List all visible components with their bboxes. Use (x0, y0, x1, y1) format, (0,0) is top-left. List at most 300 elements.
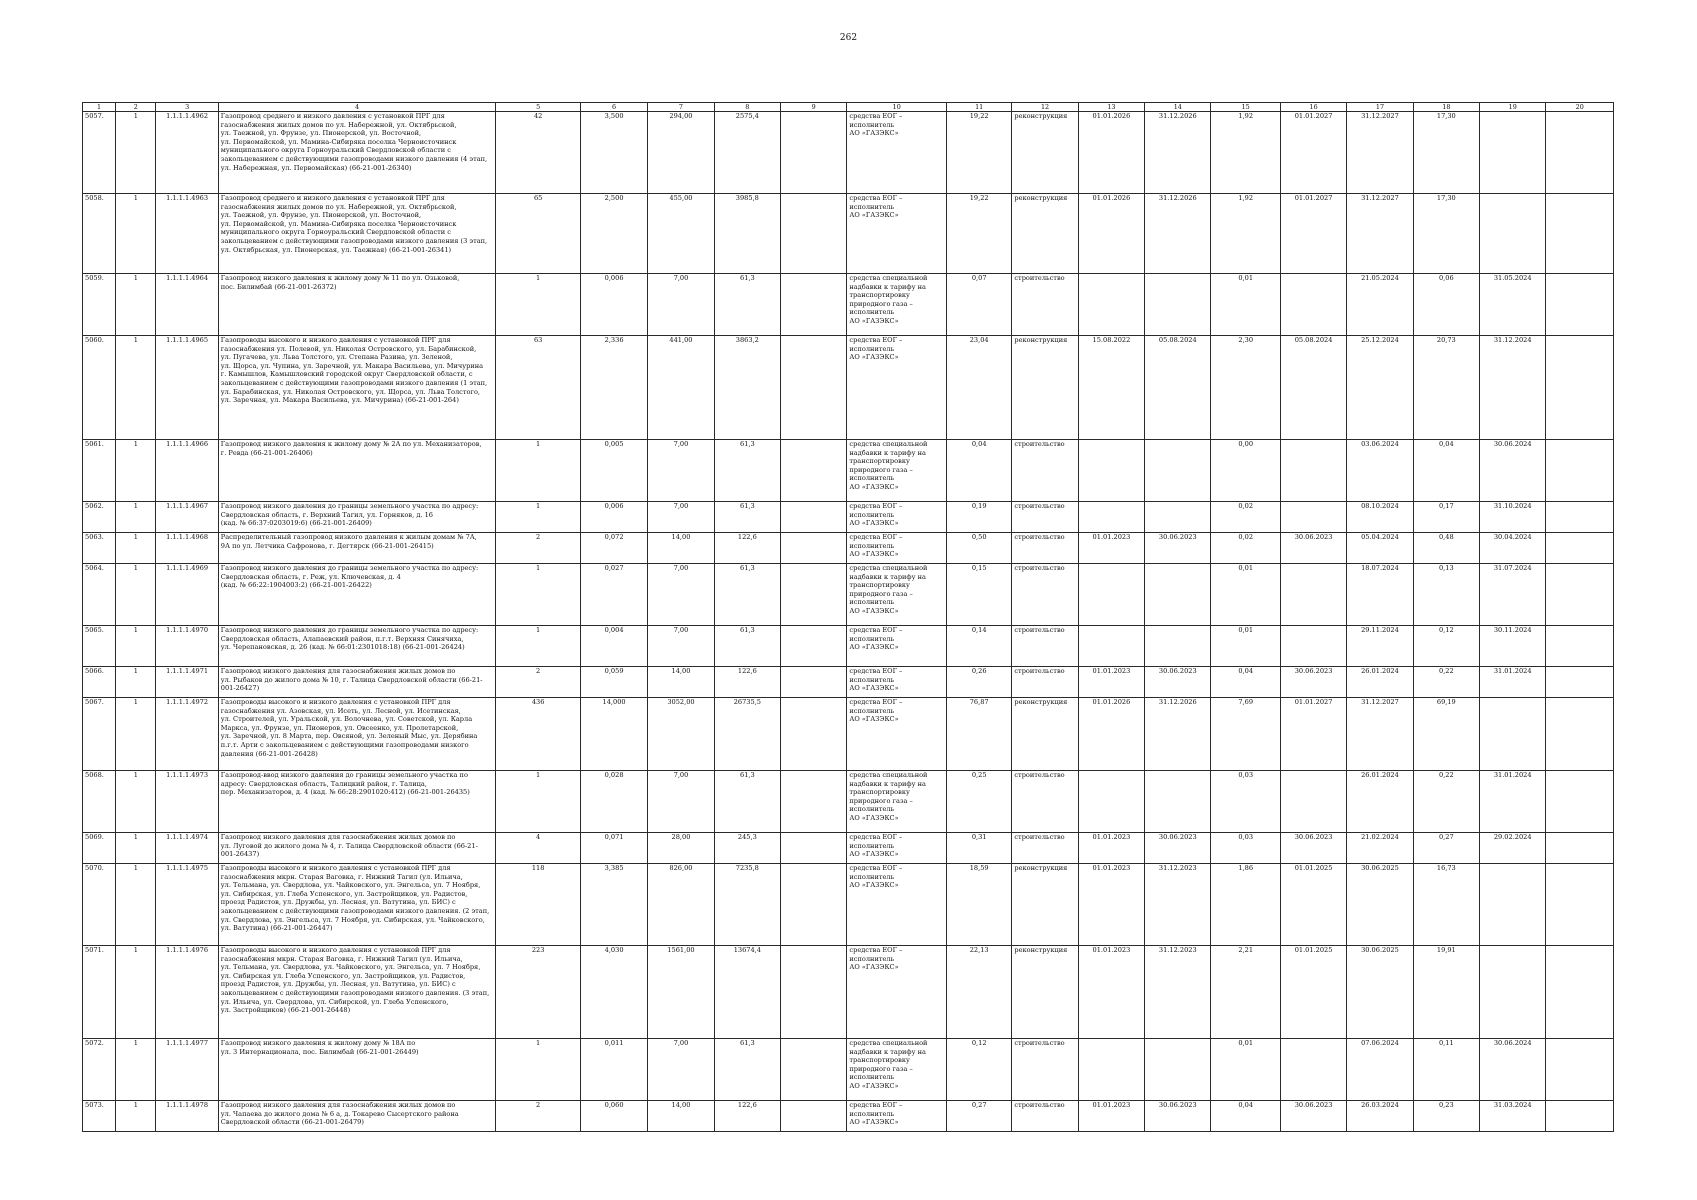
table-cell: 26.01.2024 (1347, 667, 1413, 698)
column-number: 14 (1145, 103, 1211, 112)
table-cell: 5068. (83, 771, 116, 833)
table-cell: 0,04 (946, 440, 1011, 502)
table-row (83, 1039, 1614, 1101)
table-cell: 1.1.1.1.4977 (156, 1039, 218, 1101)
table-cell: 7,69 (1211, 698, 1280, 771)
table-row (83, 194, 1614, 274)
table-cell: 26.03.2024 (1347, 1101, 1413, 1132)
table-cell: 3,500 (580, 112, 647, 194)
table-cell: 0,06 (1413, 274, 1479, 336)
table-cell (781, 1101, 847, 1132)
column-number: 2 (116, 103, 156, 112)
table-cell: 30.06.2023 (1280, 667, 1346, 698)
table-cell (1078, 1039, 1144, 1101)
table-cell (781, 864, 847, 946)
table-cell: Газопровод низкого давления к жилому дому № 2А по ул. Механизаторов, г. Ревда (66-21-001-26406) (218, 440, 496, 502)
table-cell: 1 (116, 946, 156, 1039)
table-cell: 1 (116, 626, 156, 667)
column-number: 15 (1211, 103, 1280, 112)
table-cell: Распределительный газопровод низкого давления к жилым домам № 7А, 9А по ул. Летчика Сафронова, г. Дегтярск (66-21-001-26415) (218, 533, 496, 564)
table-row (83, 771, 1614, 833)
table-row (83, 336, 1614, 440)
table-cell: Газопровод низкого давления до границы земельного участка по адресу: Свердловская область, г. Реж, ул. Ключевская, д. 4 (кад. № 66:22:1904003:2) (66-21-001-26422) (218, 564, 496, 626)
table-cell: 2,21 (1211, 946, 1280, 1039)
table-cell: 3052,00 (648, 698, 714, 771)
table-cell: 1.1.1.1.4968 (156, 533, 218, 564)
table-cell: 0,004 (580, 626, 647, 667)
table-cell: 76,87 (946, 698, 1011, 771)
table-cell: 61,3 (714, 440, 780, 502)
table-cell: 0,22 (1413, 667, 1479, 698)
table-cell: Газопровод-ввод низкого давления до границы земельного участка по адресу: Свердловская область, Талицкий район, г. Талица, пер. Механизаторов, д. 4 (кад. № 66:28:2901020:412) (66-21-001-26435) (218, 771, 496, 833)
column-number: 6 (580, 103, 647, 112)
table-cell: 01.01.2027 (1280, 698, 1346, 771)
table-cell: средства ЕОГ – исполнитель АО «ГАЗЭКС» (847, 626, 947, 667)
table-cell: 21.02.2024 (1347, 833, 1413, 864)
table-cell (781, 698, 847, 771)
table-cell: 14,000 (580, 698, 647, 771)
column-number: 12 (1012, 103, 1078, 112)
table-cell: 0,006 (580, 502, 647, 533)
table-cell: 31.07.2024 (1480, 564, 1546, 626)
table-cell: Газопроводы высокого и низкого давления с установкой ПРГ для газоснабжения мкрн. Старая Ваговка, г. Нижний Тагил (ул. Ильича, ул. Тельмана, ул. Свердлова, ул. Чайковского, ул. Энгельса, ул. 7 Ноября, ул. Сибирская ул. Глеба Успенского, ул. Застройщиков, ул. Радистов, проезд Радистов, ул. Дружбы, ул. Лесная, ул. Ватутина, ул. БИС) с закольцеванием с действующими газопроводами низкого давления. (3 этап, ул. Ильича, ул. Свердлова, ул. Сибирской, ул. Глеба Успенского, ул. Застройщиков) (66-21-001-26448) (218, 946, 496, 1039)
table-cell (1546, 274, 1614, 336)
table-row (83, 440, 1614, 502)
table-cell (1078, 502, 1144, 533)
table-cell: 31.12.2026 (1145, 698, 1211, 771)
table-cell: 28,00 (648, 833, 714, 864)
table-cell: 5073. (83, 1101, 116, 1132)
table-cell: 31.10.2024 (1480, 502, 1546, 533)
table-cell: 5069. (83, 833, 116, 864)
table-cell: Газопровод среднего и низкого давления с установкой ПРГ для газоснабжения жилых домов по ул. Набережной, ул. Октябрьской, ул. Таежной, ул. Фрунзе, ул. Пионерской, ул. Восточной, ул. Первомайской, ул. Мамина-Сибиряка поселка Черноисточинск муниципального округа Горноуральский Свердловской области с закольцеванием с действующими газопроводами низкого давления (3 этап, ул. Октябрьская, ул. Пионерская, ул. Таежная) (66-21-001-26341) (218, 194, 496, 274)
table-cell: 15.08.2022 (1078, 336, 1144, 440)
table-cell (1546, 864, 1614, 946)
table-cell: 31.01.2024 (1480, 667, 1546, 698)
table-cell (781, 336, 847, 440)
table-cell: строительство (1012, 1039, 1078, 1101)
table-cell: 1.1.1.1.4971 (156, 667, 218, 698)
table-cell: 05.04.2024 (1347, 533, 1413, 564)
table-cell: 1 (496, 564, 580, 626)
table-cell: 0,17 (1413, 502, 1479, 533)
table-cell: 22,13 (946, 946, 1011, 1039)
table-cell: средства специальной надбавки к тарифу на транспортировку природного газа – исполнитель АО «ГАЗЭКС» (847, 1039, 947, 1101)
table-cell: 31.12.2023 (1145, 864, 1211, 946)
table-cell: 436 (496, 698, 580, 771)
table-cell: 0,22 (1413, 771, 1479, 833)
table-cell (1546, 1101, 1614, 1132)
table-cell: 5072. (83, 1039, 116, 1101)
table-cell: 19,22 (946, 112, 1011, 194)
table-cell (1546, 194, 1614, 274)
table-cell: 122,6 (714, 533, 780, 564)
table-row (83, 564, 1614, 626)
table-cell: 118 (496, 864, 580, 946)
table-cell: 0,25 (946, 771, 1011, 833)
table-cell: 29.11.2024 (1347, 626, 1413, 667)
table-cell (781, 564, 847, 626)
table-cell (1280, 440, 1346, 502)
table-cell: 0,00 (1211, 440, 1280, 502)
table-cell: 31.12.2027 (1347, 112, 1413, 194)
table-row (83, 667, 1614, 698)
table-cell: 223 (496, 946, 580, 1039)
table-cell: 0,01 (1211, 564, 1280, 626)
table-cell (1145, 564, 1211, 626)
table-cell: 0,011 (580, 1039, 647, 1101)
table-cell: 01.01.2023 (1078, 533, 1144, 564)
table-cell: 1 (116, 274, 156, 336)
table-cell (1546, 502, 1614, 533)
table-cell: строительство (1012, 667, 1078, 698)
table-cell: 1 (116, 1101, 156, 1132)
table-cell: 5066. (83, 667, 116, 698)
table-row (83, 502, 1614, 533)
table-cell: 30.06.2025 (1347, 864, 1413, 946)
table-cell: 30.06.2023 (1145, 533, 1211, 564)
table-cell (1546, 564, 1614, 626)
table-cell: 1 (496, 626, 580, 667)
table-cell: 0,07 (946, 274, 1011, 336)
table-cell: 1 (496, 440, 580, 502)
table-cell: 01.01.2023 (1078, 946, 1144, 1039)
table-cell: 0,04 (1413, 440, 1479, 502)
table-cell: реконструкция (1012, 194, 1078, 274)
table-cell: 122,6 (714, 667, 780, 698)
table-cell: 5064. (83, 564, 116, 626)
column-number: 16 (1280, 103, 1346, 112)
table-cell: 0,14 (946, 626, 1011, 667)
table-cell: средства ЕОГ – исполнитель АО «ГАЗЭКС» (847, 533, 947, 564)
table-cell: 19,22 (946, 194, 1011, 274)
table-cell: Газопроводы высокого и низкого давления с установкой ПРГ для газоснабжения мкрн. Старая Ваговка, г. Нижний Тагил (ул. Ильича, ул. Тельмана, ул. Свердлова, ул. Чайковского, ул. Энгельса, ул. 7 Ноября, ул. Сибирская, ул. Глеба Успенского, ул. Застройщиков, ул. Радистов, проезд Радистов, ул. Дружбы, ул. Лесная, ул. Ватутина, ул. БИС) с закольцеванием с действующими газопроводами низкого давления. (2 этап, ул. Свердлова, ул. Энгельса, ул. 7 Ноября, ул. Сибирская, ул. Чайковского, ул. Ватутина) (66-21-001-26447) (218, 864, 496, 946)
table-cell: строительство (1012, 1101, 1078, 1132)
table-cell: Газопровод среднего и низкого давления с установкой ПРГ для газоснабжения жилых домов по ул. Набережной, ул. Октябрьской, ул. Таежной, ул. Фрунзе, ул. Пионерской, ул. Восточной, ул. Первомайской, ул. Мамина-Сибиряка поселка Черноисточинск муниципального округа Горноуральский Свердловской области с закольцеванием с действующими газопроводами низкого давления (4 этап, ул. Набережная, ул. Первомайская) (66-21-001-26340) (218, 112, 496, 194)
table-cell: 1.1.1.1.4963 (156, 194, 218, 274)
table-cell: 30.06.2023 (1145, 667, 1211, 698)
table-cell: 1 (116, 502, 156, 533)
table-cell: 1,92 (1211, 194, 1280, 274)
table-cell (1145, 1039, 1211, 1101)
table-cell: 0,03 (1211, 771, 1280, 833)
table-cell: 0,028 (580, 771, 647, 833)
table-cell: 08.10.2024 (1347, 502, 1413, 533)
table-cell: 1.1.1.1.4965 (156, 336, 218, 440)
table-cell: 31.12.2026 (1145, 112, 1211, 194)
table-cell: 69,19 (1413, 698, 1479, 771)
table-cell: 0,48 (1413, 533, 1479, 564)
table-cell: 1,92 (1211, 112, 1280, 194)
table-cell: 5057. (83, 112, 116, 194)
table-cell: 5067. (83, 698, 116, 771)
column-number: 13 (1078, 103, 1144, 112)
table-cell: 13674,4 (714, 946, 780, 1039)
table-cell (1480, 698, 1546, 771)
table-cell: 14,00 (648, 667, 714, 698)
table-cell: 0,027 (580, 564, 647, 626)
table-cell: 1 (116, 771, 156, 833)
table-cell: строительство (1012, 626, 1078, 667)
table-cell (781, 112, 847, 194)
table-cell: Газопровод низкого давления для газоснабжения жилых домов по ул. Рыбаков до жилого дома № 10, г. Талица Свердловской области (66-21- 001-26427) (218, 667, 496, 698)
table-cell: 23,04 (946, 336, 1011, 440)
table-cell: реконструкция (1012, 336, 1078, 440)
table-cell: 1 (116, 336, 156, 440)
table-cell: строительство (1012, 440, 1078, 502)
table-cell: строительство (1012, 833, 1078, 864)
table-cell: 7,00 (648, 771, 714, 833)
table-cell: 1 (496, 1039, 580, 1101)
table-cell: средства специальной надбавки к тарифу на транспортировку природного газа – исполнитель АО «ГАЗЭКС» (847, 771, 947, 833)
table-cell (1078, 626, 1144, 667)
table-cell: реконструкция (1012, 698, 1078, 771)
table-cell (781, 626, 847, 667)
table-cell (781, 502, 847, 533)
table-cell (1280, 626, 1346, 667)
table-cell: 441,00 (648, 336, 714, 440)
table-cell (1078, 564, 1144, 626)
table-cell: 1.1.1.1.4969 (156, 564, 218, 626)
table-cell: 1.1.1.1.4962 (156, 112, 218, 194)
table-row (83, 864, 1614, 946)
table-cell (1480, 946, 1546, 1039)
table-cell: 30.06.2024 (1480, 440, 1546, 502)
table-cell: средства ЕОГ – исполнитель АО «ГАЗЭКС» (847, 698, 947, 771)
table-cell (781, 833, 847, 864)
table-cell (1280, 564, 1346, 626)
table-cell: 4 (496, 833, 580, 864)
table-cell (1546, 626, 1614, 667)
table-cell: 26.01.2024 (1347, 771, 1413, 833)
table-cell: 0,27 (946, 1101, 1011, 1132)
table-cell: 01.01.2023 (1078, 667, 1144, 698)
table-cell: 0,12 (946, 1039, 1011, 1101)
table-cell: 1.1.1.1.4970 (156, 626, 218, 667)
table-cell: 1.1.1.1.4973 (156, 771, 218, 833)
table-cell: строительство (1012, 274, 1078, 336)
table-row (83, 698, 1614, 771)
table-cell: 26735,5 (714, 698, 780, 771)
table-cell (1280, 771, 1346, 833)
table-cell: Газопроводы высокого и низкого давления с установкой ПРГ для газоснабжения ул. Азовская, ул. Исеть, ул. Лесной, ул. Исетинская, ул. Строителей, ул. Уральской, ул. Волочнева, ул. Советской, ул. Карла Маркса, ул. Фрунзе, ул. Пионеров, ул. Овсеенко, ул. Пролетарской, ул. Заречной, ул. 8 Марта, пер. Овсяной, ул. Зеленый Мыс, ул. Дерябина п.г.т. Арти с закольцеванием с действующими газопроводами низкого давления (66-21-001-26428) (218, 698, 496, 771)
table-cell (1546, 533, 1614, 564)
table-cell (781, 771, 847, 833)
table-cell: 17,30 (1413, 112, 1479, 194)
table-cell: 1 (116, 667, 156, 698)
table-cell (1546, 698, 1614, 771)
table-cell: 0,02 (1211, 533, 1280, 564)
table-cell: 65 (496, 194, 580, 274)
table-cell: 4,030 (580, 946, 647, 1039)
table-cell: 5059. (83, 274, 116, 336)
table-cell: 1 (116, 112, 156, 194)
table-cell (1280, 274, 1346, 336)
table-cell: 0,03 (1211, 833, 1280, 864)
table-cell: 30.06.2023 (1280, 833, 1346, 864)
table-cell: 01.01.2026 (1078, 194, 1144, 274)
table-cell: 31.03.2024 (1480, 1101, 1546, 1132)
table-cell: 826,00 (648, 864, 714, 946)
table-cell: 01.01.2027 (1280, 112, 1346, 194)
table-cell: средства специальной надбавки к тарифу на транспортировку природного газа – исполнитель АО «ГАЗЭКС» (847, 564, 947, 626)
table-cell (1145, 771, 1211, 833)
table-row (83, 1101, 1614, 1132)
table-cell (781, 194, 847, 274)
table-cell: 30.06.2023 (1280, 1101, 1346, 1132)
table-cell (781, 274, 847, 336)
table-cell: 31.05.2024 (1480, 274, 1546, 336)
table-cell: 0,060 (580, 1101, 647, 1132)
table-cell: 1 (496, 274, 580, 336)
table-cell: 7,00 (648, 502, 714, 533)
table-cell: 5070. (83, 864, 116, 946)
table-cell: 5065. (83, 626, 116, 667)
table-cell: реконструкция (1012, 864, 1078, 946)
table-cell: 5071. (83, 946, 116, 1039)
table-cell: 7,00 (648, 274, 714, 336)
table-cell (1078, 771, 1144, 833)
table-cell: 21.05.2024 (1347, 274, 1413, 336)
table-cell (1078, 274, 1144, 336)
table-cell: 245,3 (714, 833, 780, 864)
table-cell: 2,336 (580, 336, 647, 440)
column-number: 9 (781, 103, 847, 112)
table-cell: 25.12.2024 (1347, 336, 1413, 440)
table-body (83, 112, 1614, 1132)
table-cell (1546, 336, 1614, 440)
table-cell: 5058. (83, 194, 116, 274)
table-cell: 0,006 (580, 274, 647, 336)
table-cell: 30.06.2023 (1280, 533, 1346, 564)
table-row (83, 626, 1614, 667)
table-cell: 7,00 (648, 626, 714, 667)
table-cell: 0,50 (946, 533, 1011, 564)
table-cell (1546, 1039, 1614, 1101)
table-cell (781, 440, 847, 502)
table-cell: 01.01.2026 (1078, 698, 1144, 771)
table-cell: 2,30 (1211, 336, 1280, 440)
table-cell: 1.1.1.1.4975 (156, 864, 218, 946)
table-cell: 0,01 (1211, 274, 1280, 336)
table-cell: Газопровод низкого давления для газоснабжения жилых домов по ул. Чапаева до жилого дома № 6 а, д. Токарево Сысертского района Свердловской области (66-21-001-26479) (218, 1101, 496, 1132)
table-cell: 01.01.2025 (1280, 864, 1346, 946)
table-cell: 30.06.2023 (1145, 1101, 1211, 1132)
table-cell: 2 (496, 1101, 580, 1132)
table-row (83, 946, 1614, 1039)
table-cell: 1.1.1.1.4964 (156, 274, 218, 336)
table-cell: 61,3 (714, 502, 780, 533)
table-cell: 5060. (83, 336, 116, 440)
table-cell: 31.12.2027 (1347, 194, 1413, 274)
table-cell: 1561,00 (648, 946, 714, 1039)
column-number: 20 (1546, 103, 1614, 112)
column-number: 7 (648, 103, 714, 112)
table-cell: 18.07.2024 (1347, 564, 1413, 626)
table-cell: 0,01 (1211, 626, 1280, 667)
table-cell: 31.12.2027 (1347, 698, 1413, 771)
table-cell: 01.01.2023 (1078, 1101, 1144, 1132)
page-number: 262 (839, 33, 858, 43)
column-number: 10 (847, 103, 947, 112)
table-cell: строительство (1012, 533, 1078, 564)
table-cell: 1 (116, 440, 156, 502)
table-cell: строительство (1012, 502, 1078, 533)
table-cell (1546, 946, 1614, 1039)
table-cell (781, 1039, 847, 1101)
table-cell: 0,04 (1211, 667, 1280, 698)
column-number-row (83, 103, 1614, 112)
table-cell: 14,00 (648, 1101, 714, 1132)
table-cell: средства ЕОГ – исполнитель АО «ГАЗЭКС» (847, 194, 947, 274)
table-cell: 0,26 (946, 667, 1011, 698)
column-number: 4 (218, 103, 496, 112)
table-cell: 03.06.2024 (1347, 440, 1413, 502)
table-cell: 61,3 (714, 274, 780, 336)
table-cell: Газопровод низкого давления к жилому дому № 18А по ул. 3 Интернационала, пос. Билимбай (66-21-001-26449) (218, 1039, 496, 1101)
table-cell: 61,3 (714, 1039, 780, 1101)
table-cell: 1 (116, 1039, 156, 1101)
table-cell: 30.11.2024 (1480, 626, 1546, 667)
table-cell: 2575,4 (714, 112, 780, 194)
table-cell: средства ЕОГ – исполнитель АО «ГАЗЭКС» (847, 336, 947, 440)
table-cell: 1.1.1.1.4974 (156, 833, 218, 864)
table-cell: 61,3 (714, 771, 780, 833)
table-cell (1145, 440, 1211, 502)
table-cell: Газопроводы высокого и низкого давления с установкой ПРГ для газоснабжения ул. Полевой, ул. Николая Островского, ул. Барабинской, ул. Пугачева, ул. Льва Толстого, ул. Степана Разина, ул. Зеленой, ул. Щорса, ул. Чупина, ул. Заречной, ул. Макара Васильева, ул. Мичурина г. Камышлов, Камышловский городской округ Свердловской области, с закольцеванием с действующими газопроводами низкого давления (1 этап, ул. Барабинская, ул. Николая Островского, ул. Щорса, ул. Льва Толстого, ул. Заречная, ул. Макара Васильева, ул. Мичурина) (66-21-001-264) (218, 336, 496, 440)
table-cell: 2,500 (580, 194, 647, 274)
table-cell: 0,072 (580, 533, 647, 564)
table-cell: строительство (1012, 564, 1078, 626)
table-cell: 1.1.1.1.4966 (156, 440, 218, 502)
table-cell: 01.01.2026 (1078, 112, 1144, 194)
table-cell: 0,12 (1413, 626, 1479, 667)
column-number: 17 (1347, 103, 1413, 112)
column-number: 5 (496, 103, 580, 112)
investment-program-table (82, 102, 1614, 1132)
table-cell: 14,00 (648, 533, 714, 564)
table-cell: строительство (1012, 771, 1078, 833)
table-cell: 0,04 (1211, 1101, 1280, 1132)
table-cell: 3,385 (580, 864, 647, 946)
table-cell (1145, 274, 1211, 336)
table-cell: 31.12.2023 (1145, 946, 1211, 1039)
table-cell: 1 (496, 502, 580, 533)
table-cell: средства ЕОГ – исполнитель АО «ГАЗЭКС» (847, 667, 947, 698)
table-cell: 29.02.2024 (1480, 833, 1546, 864)
table-cell: 0,02 (1211, 502, 1280, 533)
table-cell: 01.01.2023 (1078, 833, 1144, 864)
table-row (83, 533, 1614, 564)
column-number: 11 (946, 103, 1011, 112)
column-number: 1 (83, 103, 116, 112)
table-cell: 7235,8 (714, 864, 780, 946)
table-cell: 18,59 (946, 864, 1011, 946)
table-cell: средства ЕОГ – исполнитель АО «ГАЗЭКС» (847, 833, 947, 864)
table-cell: средства ЕОГ – исполнитель АО «ГАЗЭКС» (847, 1101, 947, 1132)
table-cell: 1.1.1.1.4967 (156, 502, 218, 533)
table-row (83, 274, 1614, 336)
table-cell: 294,00 (648, 112, 714, 194)
table-cell: 0,01 (1211, 1039, 1280, 1101)
table-cell: 42 (496, 112, 580, 194)
table-row (83, 833, 1614, 864)
table-cell: средства специальной надбавки к тарифу на транспортировку природного газа – исполнитель АО «ГАЗЭКС» (847, 274, 947, 336)
table-cell: 61,3 (714, 564, 780, 626)
table-cell: 01.01.2023 (1078, 864, 1144, 946)
table-cell: 31.12.2024 (1480, 336, 1546, 440)
table-cell: Газопровод низкого давления до границы земельного участка по адресу: Свердловская область, г. Верхний Тагил, ул. Горняков, д. 16 (кад. № 66:37:0203019:6) (66-21-001-26409) (218, 502, 496, 533)
